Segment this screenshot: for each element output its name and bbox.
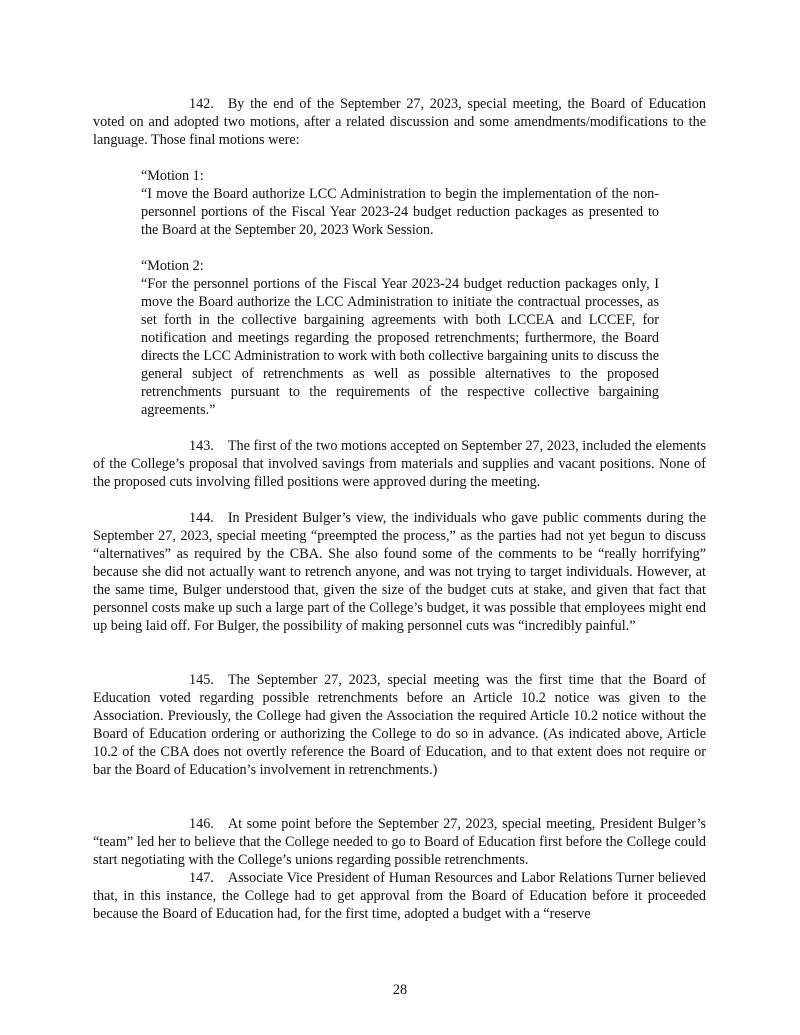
paragraph-number: 145. [189, 672, 214, 688]
paragraph-145 [93, 671, 706, 779]
paragraph-text: The first of the two motions accepted on September 27, 2023, included the elements of the College’s proposal that involved savings from materials and supplies and vacant positions. None of the proposed cuts involving filled positions were approved during the meeting. [93, 438, 706, 490]
paragraph-143 [93, 437, 706, 491]
motion-2-text: “For the personnel portions of the Fiscal Year 2023-24 budget reduction packages only, I move the Board authorize the LCC Administration to initiate the contractual processes, as set forth in the collective bargaining agreements with both LCCEA and LCCEF, for notification and meetings regarding the proposed retrenchments; furthermore, the Board directs the LCC Administration to work with both collective bargaining units to discuss the general subject of retrenchments as well as possible alternatives to the proposed retrenchments pursuant to the requirements of the respective collective bargaining agreements.” [141, 276, 659, 418]
motion-1-text: “I move the Board authorize LCC Administration to begin the implementation of the non-personnel portions of the Fiscal Year 2023-24 budget reduction packages as presented to the Board at the September 20, 2023 Work Session. [141, 186, 659, 238]
paragraph-number: 146. [189, 816, 214, 832]
paragraph-number: 143. [189, 438, 214, 454]
paragraph-147 [93, 869, 706, 923]
paragraph-146 [93, 815, 706, 869]
paragraph-number: 144. [189, 510, 214, 526]
paragraph-text: In President Bulger’s view, the individuals who gave public comments during the September 27, 2023, special meeting “preempted the process,” as the parties had not yet begun to discuss “alternatives” as required by the CBA. She also found some of the comments to be “really horrifying” because she did not actually want to retrench anyone, and was not trying to target individuals. However, at the same time, Bulger understood that, given the size of the budget cuts at stake, and given that fact that personnel costs make up such a large part of the College’s budget, it was possible that employees might end up being laid off. For Bulger, the possibility of making personnel cuts was “incredibly painful.” [93, 510, 706, 634]
page-number: 28 [392, 982, 408, 998]
paragraph-text: By the end of the September 27, 2023, special meeting, the Board of Education voted on and adopted two motions, after a related discussion and some amendments/modifications to the language. Those final motions were: [93, 96, 706, 148]
paragraph-text: Associate Vice President of Human Resources and Labor Relations Turner believed that, in this instance, the College had to get approval from the Board of Education before it proceeded because the Board of Education had, for the first time, adopted a budget with a “reserve [93, 870, 706, 922]
motion-1-heading: “Motion 1: [141, 168, 204, 184]
motion-2-block [141, 257, 659, 419]
motion-1-block [141, 167, 659, 239]
paragraph-number: 147. [189, 870, 214, 886]
motion-2-heading: “Motion 2: [141, 258, 204, 274]
paragraph-number: 142. [189, 96, 214, 112]
paragraph-144 [93, 509, 706, 635]
paragraph-142 [93, 95, 706, 149]
paragraph-text: At some point before the September 27, 2023, special meeting, President Bulger’s “team” led her to believe that the College needed to go to Board of Education first before the College could start negotiating with the College’s unions regarding possible retrenchments. [93, 816, 706, 868]
paragraph-text: The September 27, 2023, special meeting was the first time that the Board of Education voted regarding possible retrenchments before an Article 10.2 notice was given to the Association. Previously, the College had given the Association the required Article 10.2 notice without the Board of Education ordering or authorizing the College to do so in advance. (As indicated above, Article 10.2 of the CBA does not overtly reference the Board of Education, and to that extent does not require or bar the Board of Education’s involvement in retrenchments.) [93, 672, 706, 778]
